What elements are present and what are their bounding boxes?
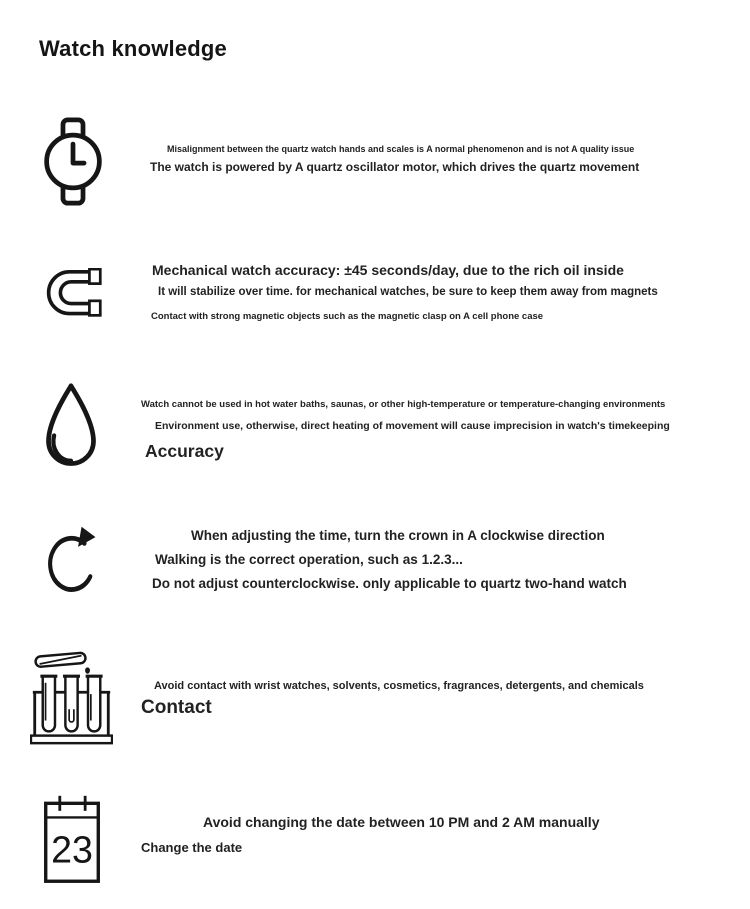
page-title: Watch knowledge: [39, 36, 227, 61]
wristwatch-icon: [44, 117, 102, 206]
crown-note-line2: Walking is the correct operation, such as 1.2.3...: [155, 552, 463, 567]
chemicals-note: Avoid contact with wrist watches, solvents, cosmetics, fragrances, detergents, and chemicals: [154, 680, 644, 692]
calendar-day-number: 23: [51, 828, 93, 871]
water-drop-icon: [41, 382, 101, 472]
clockwise-arrow-icon: [45, 524, 103, 596]
date-note: Avoid changing the date between 10 PM and 2 AM manually: [203, 814, 600, 830]
crown-note-line3: Do not adjust counterclockwise. only applicable to quartz two-hand watch: [152, 576, 627, 591]
magnet-note-small: Contact with strong magnetic objects such as the magnetic clasp on A cell phone case: [151, 311, 544, 322]
crown-note-line1: When adjusting the time, turn the crown in A clockwise direction: [191, 528, 605, 543]
test-tubes-icon: [30, 645, 113, 747]
temperature-note-small: Watch cannot be used in hot water baths, saunas, or other high-temperature or temperature-changing environments: [141, 399, 666, 410]
change-date-heading: Change the date: [141, 840, 243, 855]
contact-heading: Contact: [141, 697, 212, 718]
temperature-note-secondary: Environment use, otherwise, direct heating of movement will cause imprecision in watch's timekeeping: [155, 420, 670, 432]
quartz-note-small: Misalignment between the quartz watch hands and scales is A normal phenomenon and is not A quality issue: [167, 144, 635, 154]
accuracy-heading: Accuracy: [145, 441, 224, 461]
quartz-note-main: The watch is powered by A quartz oscillator motor, which drives the quartz movement: [150, 160, 640, 174]
magnet-note-headline: Mechanical watch accuracy: ±45 seconds/day, due to the rich oil inside: [152, 262, 624, 278]
magnet-note-secondary: It will stabilize over time. for mechanical watches, be sure to keep them away from magnets: [158, 286, 658, 298]
calendar-icon: [41, 793, 103, 885]
magnet-icon: [45, 268, 103, 321]
